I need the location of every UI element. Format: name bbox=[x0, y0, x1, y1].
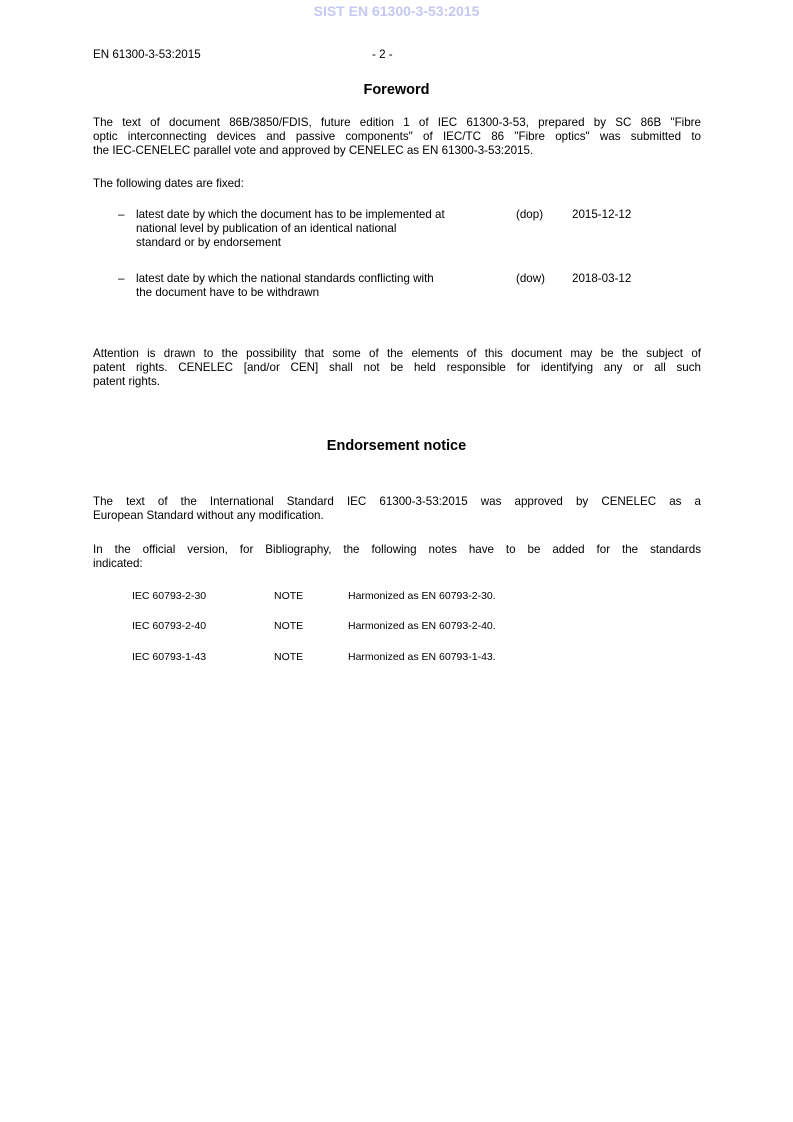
text-line: patent rights. CENELEC [and/or CEN] shall not be held responsible for identifying any or all such bbox=[93, 361, 701, 374]
standard-id: IEC 60793-1-43 bbox=[132, 651, 207, 663]
text-line: the IEC-CENELEC parallel vote and approved by CENELEC as EN 61300-3-53:2015. bbox=[93, 144, 534, 157]
date-description bbox=[136, 208, 445, 250]
note-text: Harmonized as EN 60793-1-43. bbox=[348, 651, 496, 663]
standard-id: IEC 60793-2-40 bbox=[132, 620, 207, 632]
text-line: The text of the International Standard IEC 61300-3-53:2015 was approved by CENELEC as a bbox=[93, 495, 701, 508]
date-code: (dop) bbox=[516, 208, 544, 221]
text-line: Attention is drawn to the possibility that some of the elements of this document may be the subject of bbox=[93, 347, 701, 360]
text-line: patent rights. bbox=[93, 375, 161, 388]
endorsement-title: Endorsement notice bbox=[326, 438, 467, 454]
date-value: 2015-12-12 bbox=[572, 208, 632, 221]
header-doc-id: EN 61300-3-53:2015 bbox=[93, 48, 201, 61]
date-value: 2018-03-12 bbox=[572, 272, 632, 285]
note-label: NOTE bbox=[274, 590, 304, 602]
foreword-paragraph bbox=[93, 116, 701, 158]
dates-intro bbox=[93, 177, 701, 191]
note-label: NOTE bbox=[274, 651, 304, 663]
date-code: (dow) bbox=[516, 272, 545, 285]
text-line: latest date by which the document has to be implemented at bbox=[136, 208, 445, 221]
bibliography-paragraph bbox=[93, 543, 701, 571]
text-line: latest date by which the national standards conflicting with bbox=[136, 272, 434, 285]
note-label: NOTE bbox=[274, 620, 304, 632]
text-line: European Standard without any modification. bbox=[93, 509, 324, 522]
standard-id: IEC 60793-2-30 bbox=[132, 590, 207, 602]
foreword-title: Foreword bbox=[363, 82, 430, 98]
date-description bbox=[136, 272, 434, 300]
text-line: national level by publication of an identical national bbox=[136, 222, 397, 235]
text-line: The following dates are fixed: bbox=[93, 177, 244, 190]
text-line: The text of document 86B/3850/FDIS, future edition 1 of IEC 61300-3-53, prepared by SC 86B "Fibre bbox=[93, 116, 701, 129]
note-text: Harmonized as EN 60793-2-30. bbox=[348, 590, 496, 602]
watermark: SIST EN 61300-3-53:2015 bbox=[313, 3, 480, 19]
dash-bullet: – bbox=[118, 208, 125, 221]
endorsement-paragraph bbox=[93, 495, 701, 523]
header-page-number: - 2 - bbox=[372, 48, 393, 61]
note-text: Harmonized as EN 60793-2-40. bbox=[348, 620, 496, 632]
text-line: indicated: bbox=[93, 557, 143, 570]
text-line: In the official version, for Bibliography, the following notes have to be added for the standards bbox=[93, 543, 701, 556]
attention-paragraph bbox=[93, 347, 701, 389]
text-line: optic interconnecting devices and passive components" of IEC/TC 86 "Fibre optics" was submitted to bbox=[93, 130, 701, 143]
text-line: the document have to be withdrawn bbox=[136, 286, 320, 299]
text-line: standard or by endorsement bbox=[136, 236, 282, 249]
dash-bullet: – bbox=[118, 272, 125, 285]
